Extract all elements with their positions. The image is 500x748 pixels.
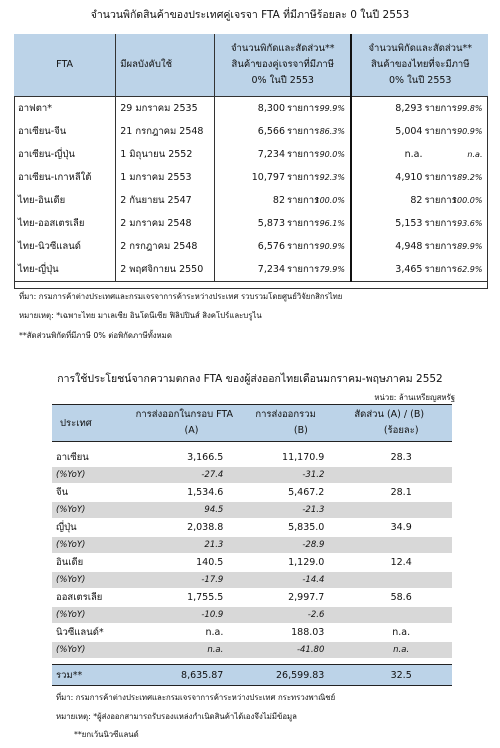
ratio-cell: 28.1: [390, 487, 412, 498]
effective-date-cell: 29 มกราคม 2535: [120, 103, 198, 114]
fta-name-cell: อาเซียน-เกาหลีใต้: [14, 166, 116, 189]
header-ratio-line1: สัดส่วน (A) / (B): [354, 409, 425, 420]
thai-percent: 62.9%: [457, 265, 483, 274]
header-fta: FTA: [14, 34, 116, 97]
partner-unit: รายการ: [287, 195, 320, 206]
thai-percent: 93.6%: [457, 219, 483, 228]
fta-name-cell: อาฟตา*: [14, 97, 116, 121]
thai-items-cell: [351, 120, 488, 143]
partner-percent: 92.3%: [319, 173, 345, 182]
table1-source-note: ที่มา: กรมการค้าต่างประเทศและกรมเจรจาการค้าระหว่างประเทศ รวบรวมโดยศูนย์วิจัยกสิกรไทย: [19, 292, 343, 301]
table2-value-row: [52, 588, 452, 607]
yoy-fta-exports-cell: -10.9: [132, 607, 252, 623]
partner-items-cell: [215, 120, 352, 143]
table2-value-row: [52, 518, 452, 537]
header-partner-line2: สินค้าของคู่เจรจาที่มีภาษี: [231, 59, 334, 70]
table1-row: [14, 212, 488, 235]
header-total-exports: [251, 405, 350, 442]
yoy-ratio-cell: [350, 607, 452, 623]
fta-exports-cell: 1,534.6: [187, 487, 224, 498]
yoy-fta-exports-cell: 94.5: [132, 502, 252, 518]
partner-count: 10,797: [251, 172, 285, 183]
thai-items-cell: [351, 258, 488, 282]
effective-date-cell: 2 พฤศจิกายน 2550: [116, 258, 215, 282]
header-country: ประเทศ: [52, 405, 132, 442]
partner-percent: 96.1%: [319, 219, 345, 228]
yoy-fta-exports-cell: -27.4: [132, 467, 252, 483]
yoy-ratio-cell: [350, 572, 452, 588]
fta-name-cell: ไทย-ญี่ปุ่น: [14, 258, 116, 282]
country-cell: อาเซียน: [56, 452, 89, 463]
partner-percent: 100.0%: [314, 196, 345, 205]
thai-count: 3,465: [395, 264, 423, 275]
partner-count: 8,300: [257, 103, 285, 114]
header-thai: [351, 34, 488, 97]
fta-name-cell: ไทย-นิวซีแลนด์: [14, 235, 116, 258]
header-partner-line3: 0% ในปี 2553: [251, 75, 314, 86]
total-exports-cell: 2,997.7: [288, 592, 325, 603]
country-cell: ญี่ปุ่น: [56, 522, 77, 533]
table2-source-note: ที่มา: กรมการค้าต่างประเทศและกรมเจรจาการค้าระหว่างประเทศ กระทรวงพาณิชย์: [56, 693, 336, 702]
partner-unit: รายการ: [287, 172, 320, 183]
country-cell: ออสเตรเลีย: [56, 592, 103, 603]
fta-exports-cell: 2,038.8: [187, 522, 224, 533]
table2-title: การใช้ประโยชน์จากความตกลง FTA ของผู้ส่งออกไทยเดือนมกราคม-พฤษภาคม 2552: [57, 373, 443, 385]
partner-percent: 90.9%: [319, 242, 345, 251]
partner-items-cell: [215, 166, 352, 189]
thai-items-cell: [351, 212, 488, 235]
effective-date-cell: 2 มกราคม 2548: [120, 218, 192, 229]
yoy-ratio-cell: [350, 502, 452, 518]
fta-tariff-table: [14, 34, 488, 282]
partner-unit: รายการ: [287, 264, 320, 275]
total-exports-cell: 1,129.0: [288, 557, 325, 568]
partner-percent: 99.9%: [319, 104, 345, 113]
thai-unit: รายการ: [424, 172, 457, 183]
partner-items-cell: [215, 97, 352, 121]
yoy-fta-exports-cell: n.a.: [132, 642, 252, 658]
table2-unit-note: หน่วย: ล้านเหรียญสหรัฐ: [374, 393, 455, 402]
table2-yoy-row: [52, 502, 452, 518]
total-label: รวม**: [52, 665, 132, 686]
fta-name-cell: อาเซียน-จีน: [14, 120, 116, 143]
partner-count: 7,234: [257, 264, 285, 275]
thai-items-cell: [351, 235, 488, 258]
yoy-label-cell: (%YoY): [52, 642, 132, 658]
thai-count: 5,004: [395, 126, 423, 137]
table1-row: [14, 120, 488, 143]
thai-items-cell: [351, 189, 488, 212]
yoy-total-exports-cell: -31.2: [251, 467, 350, 483]
header-fta-exports-line2: (A): [184, 425, 199, 436]
table2-remark-note: หมายเหตุ: *ผู้ส่งออกสามารถรับรองแหล่งกำเนิดสินค้าได้เองจึงไม่มีข้อมูล: [56, 712, 297, 721]
partner-count: 82: [272, 195, 285, 206]
thai-percent: 100.0%: [451, 196, 483, 205]
thai-percent: n.a.: [467, 150, 483, 159]
thai-unit: รายการ: [424, 103, 457, 114]
thai-unit: รายการ: [424, 241, 457, 252]
ratio-cell: 12.4: [390, 557, 412, 568]
table2-yoy-row: [52, 607, 452, 623]
header-total-exports-line2: (B): [293, 425, 308, 436]
partner-count: 7,234: [257, 149, 285, 160]
total-ratio: 32.5: [350, 665, 452, 686]
table1-ratio-note: **สัดส่วนพิกัดที่มีภาษี 0% ต่อพิกัดภาษีทั้งหมด: [19, 331, 172, 340]
yoy-ratio-cell: [350, 467, 452, 483]
header-partner-line1: จำนวนพิกัดและสัดส่วน**: [230, 43, 335, 54]
table1-row: [14, 97, 488, 121]
partner-unit: รายการ: [287, 149, 320, 160]
yoy-ratio-cell: [350, 537, 452, 553]
fta-name-cell: ไทย-ออสเตรเลีย: [14, 212, 116, 235]
total-exports: 26,599.83: [251, 665, 350, 686]
effective-date-cell: 1 มกราคม 2553: [120, 172, 192, 183]
table1-row: [14, 166, 488, 189]
thai-percent: 90.9%: [457, 127, 483, 136]
header-thai-line1: จำนวนพิกัดและสัดส่วน**: [368, 43, 473, 54]
yoy-fta-exports-cell: 21.3: [132, 537, 252, 553]
partner-count: 6,576: [257, 241, 285, 252]
fta-exports-cell: 140.5: [196, 557, 224, 568]
table2-value-row: [52, 553, 452, 572]
thai-items-cell: [351, 143, 488, 166]
fta-name-cell: อาเซียน-ญี่ปุ่น: [14, 143, 116, 166]
yoy-label-cell: (%YoY): [52, 467, 132, 483]
fta-utilization-table: [52, 404, 452, 686]
partner-items-cell: [215, 235, 352, 258]
yoy-ratio-cell: n.a.: [350, 642, 452, 658]
table2-value-row: [52, 483, 452, 502]
thai-count: 4,910: [395, 172, 423, 183]
partner-percent: 90.0%: [319, 150, 345, 159]
fta-name-cell: ไทย-อินเดีย: [14, 189, 116, 212]
table2-yoy-row: [52, 467, 452, 483]
table1-row: [14, 189, 488, 212]
yoy-label-cell: (%YoY): [52, 607, 132, 623]
thai-unit: รายการ: [424, 195, 457, 206]
table2-header-row: [52, 405, 452, 442]
table1-title: จำนวนพิกัดสินค้าของประเทศคู่เจรจา FTA ที่มีภาษีร้อยละ 0 ในปี 2553: [90, 9, 410, 21]
thai-percent: 99.8%: [457, 104, 483, 113]
ratio-cell: 58.6: [390, 592, 412, 603]
total-exports-cell: 188.03: [291, 627, 325, 638]
table1-remark-note: หมายเหตุ: *เฉพาะไทย มาเลเซีย อินโดนีเซีย ฟิลิปปินส์ สิงคโปร์และบรูไน: [19, 311, 262, 320]
partner-unit: รายการ: [287, 218, 320, 229]
table2-yoy-row: [52, 642, 452, 658]
header-thai-line3: 0% ในปี 2553: [389, 75, 452, 86]
yoy-label-cell: (%YoY): [52, 537, 132, 553]
table2-yoy-row: [52, 537, 452, 553]
partner-count: 6,566: [257, 126, 285, 137]
ratio-cell: 28.3: [390, 452, 412, 463]
effective-date-cell: 1 มิถุนายน 2552: [120, 149, 193, 160]
total-exports-cell: 11,170.9: [282, 452, 325, 463]
yoy-total-exports-cell: -41.80: [251, 642, 350, 658]
partner-percent: 79.9%: [319, 265, 345, 274]
thai-percent: 89.9%: [457, 242, 483, 251]
thai-items-cell: [351, 166, 488, 189]
thai-count: 8,293: [395, 103, 423, 114]
table1-row: [14, 235, 488, 258]
header-ratio-line2: (ร้อยละ): [383, 425, 419, 436]
thai-count: 4,948: [395, 241, 423, 252]
table2-value-row: [52, 448, 452, 467]
fta-exports-cell: 3,166.5: [187, 452, 224, 463]
thai-unit: รายการ: [424, 126, 457, 137]
ratio-cell: n.a.: [392, 627, 411, 638]
yoy-total-exports-cell: -28.9: [251, 537, 350, 553]
country-cell: อินเดีย: [56, 557, 84, 568]
total-fta-exports: 8,635.87: [132, 665, 252, 686]
total-exports-cell: 5,835.0: [288, 522, 325, 533]
fta-exports-cell: n.a.: [205, 627, 224, 638]
fta-exports-cell: 1,755.5: [187, 592, 224, 603]
header-effective-date: มีผลบังคับใช้: [116, 34, 215, 97]
partner-unit: รายการ: [287, 126, 320, 137]
header-thai-line2: สินค้าของไทยที่จะมีภาษี: [371, 59, 470, 70]
table2-exclude-note: **ยกเว้นนิวซีแลนด์: [74, 730, 139, 739]
thai-unit: รายการ: [424, 218, 457, 229]
table2-total-row: [52, 665, 452, 686]
effective-date-cell: 2 กรกฎาคม 2548: [120, 241, 198, 252]
partner-items-cell: [215, 143, 352, 166]
header-fta-exports: [132, 405, 252, 442]
partner-count: 5,873: [257, 218, 285, 229]
partner-items-cell: [215, 189, 352, 212]
header-partner: [215, 34, 352, 97]
partner-items-cell: [215, 212, 352, 235]
thai-items-cell: [351, 97, 488, 121]
table2-yoy-row: [52, 572, 452, 588]
total-exports-cell: 5,467.2: [288, 487, 325, 498]
country-cell: จีน: [56, 487, 69, 498]
yoy-fta-exports-cell: -17.9: [132, 572, 252, 588]
effective-date-cell: 2 กันยายน 2547: [120, 195, 192, 206]
table1-row: [14, 143, 488, 166]
yoy-total-exports-cell: -2.6: [251, 607, 350, 623]
country-cell: นิวซีแลนด์*: [56, 627, 104, 638]
header-ratio: [350, 405, 452, 442]
yoy-total-exports-cell: -21.3: [251, 502, 350, 518]
partner-percent: 86.3%: [319, 127, 345, 136]
ratio-cell: 34.9: [390, 522, 412, 533]
thai-count: n.a.: [404, 149, 423, 160]
table2-value-row: [52, 623, 452, 642]
yoy-label-cell: (%YoY): [52, 572, 132, 588]
header-total-exports-line1: การส่งออกรวม: [255, 409, 316, 420]
thai-count: 5,153: [395, 218, 423, 229]
table1-row: [14, 258, 488, 282]
yoy-total-exports-cell: -14.4: [251, 572, 350, 588]
partner-unit: รายการ: [287, 241, 320, 252]
partner-unit: รายการ: [287, 103, 320, 114]
thai-count: 82: [410, 195, 423, 206]
thai-percent: 89.2%: [457, 173, 483, 182]
table1-header-row: [14, 34, 488, 97]
yoy-label-cell: (%YoY): [52, 502, 132, 518]
effective-date-cell: 21 กรกฎาคม 2548: [120, 126, 204, 137]
partner-items-cell: [215, 258, 352, 282]
header-fta-exports-line1: การส่งออกในกรอบ FTA: [135, 409, 233, 420]
thai-unit: รายการ: [424, 264, 457, 275]
